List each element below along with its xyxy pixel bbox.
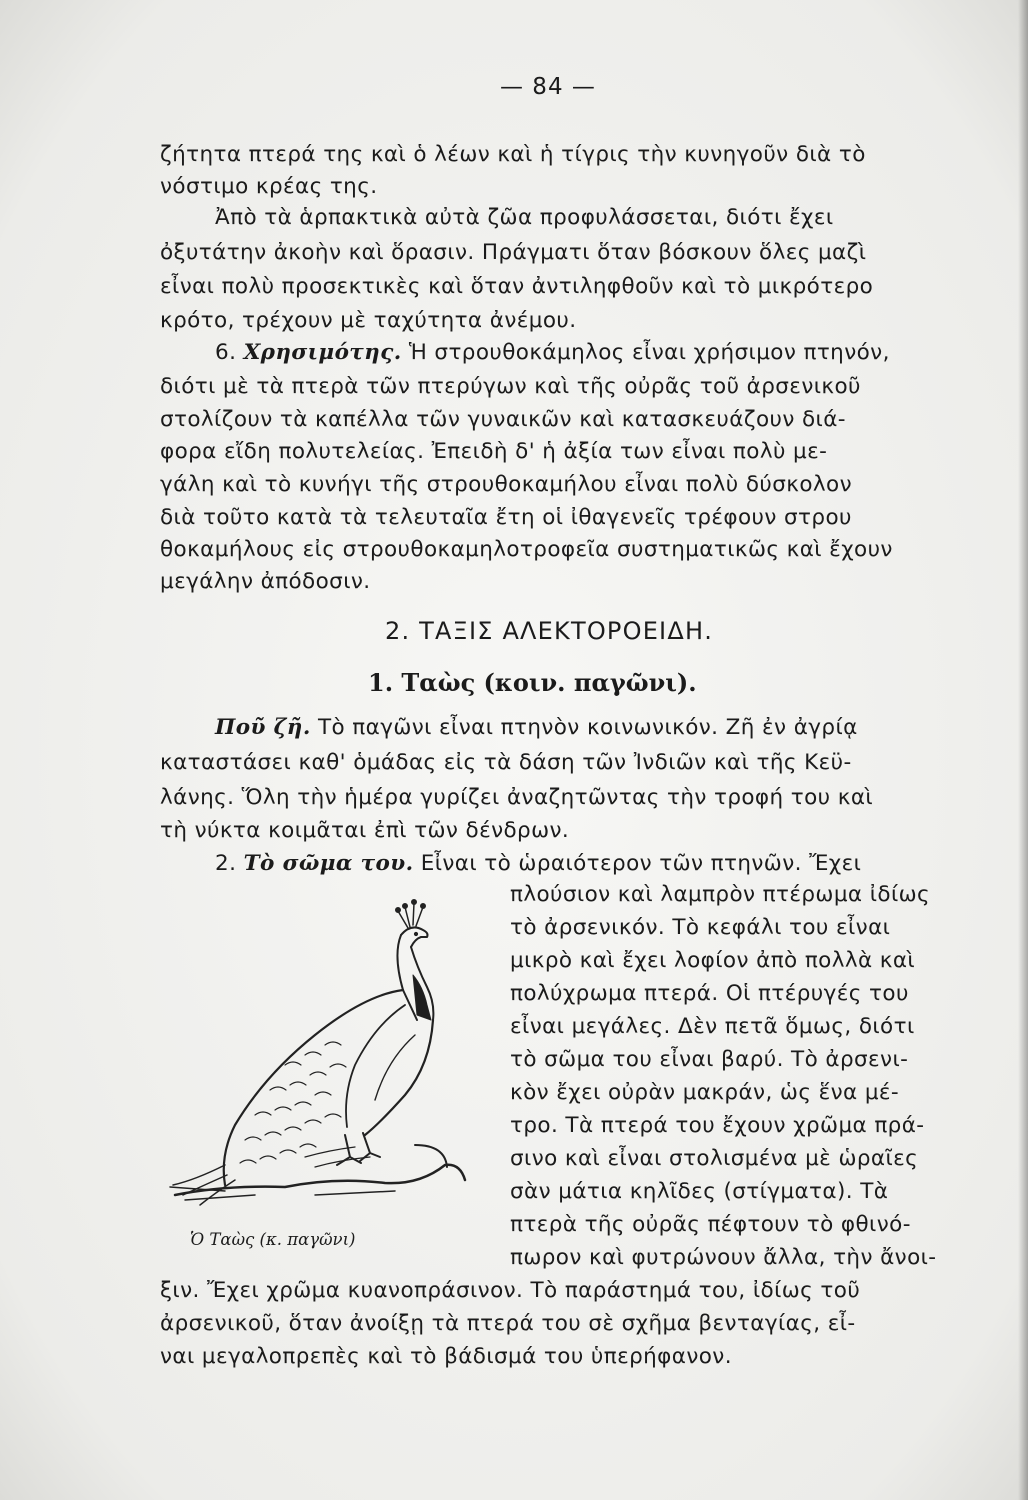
side-text-line: πολύχρωμα πτερά. Οἱ πτέρυγές του <box>510 981 909 1006</box>
side-text-line: τὸ ἀρσενικόν. Τὸ κεφάλι του εἶναι <box>510 915 891 940</box>
side-text-line: κὸν ἔχει οὐρὰν μακράν, ὡς ἕνα μέ- <box>510 1080 900 1105</box>
page-number: — 84 — <box>500 74 596 100</box>
figure-caption: Ὁ Ταὼς (κ. παγῶνι) <box>190 1230 356 1249</box>
text-line: ὀξυτάτην ἀκοὴν καὶ ὅρασιν. Πράγματι ὅταν βόσκουν ὅλες μαζὶ <box>160 240 867 265</box>
where-title: Ποῦ ζῆ. <box>215 715 311 740</box>
text-line: στολίζουν τὰ καπέλλα τῶν γυναικῶν καὶ κατασκευάζουν διά- <box>160 407 846 432</box>
side-text-line: πτερὰ τῆς οὐρᾶς πέφτουν τὸ φθινό- <box>510 1212 911 1237</box>
peacock-illustration <box>165 895 475 1225</box>
section-6-text: Ἡ στρουθοκάμηλος εἶναι χρήσιμον πτηνόν, <box>408 340 890 365</box>
section-6-number: 6. <box>215 340 237 365</box>
text-line: φορα εἴδη πολυτελείας. Ἐπειδὴ δ' ἡ ἀξία των εἶναι πολὺ με- <box>160 439 828 464</box>
body-line <box>215 849 861 879</box>
side-text-line: πλούσιον καὶ λαμπρὸν πτέρωμα ἰδίως <box>510 882 931 907</box>
section-6-title: Χρησιμότης. <box>243 340 402 365</box>
text-line: ξιν. Ἔχει χρῶμα κυανοπράσινον. Τὸ παράστημά του, ἰδίως τοῦ <box>160 1278 861 1303</box>
section-heading: 2. ΤΑΞΙΣ ΑΛΕΚΤΟΡΟΕΙΔΗ. <box>385 617 714 645</box>
side-text-line: σὰν μάτια κηλῖδες (στίγματα). Τὰ <box>510 1179 889 1204</box>
text-line: ζήτητα πτερά της καὶ ὁ λέων καὶ ἡ τίγρις τὴν κυνηγοῦν διὰ τὸ <box>160 142 866 167</box>
section-subheading: 1. Ταὼς (κοιν. παγῶνι). <box>368 668 697 697</box>
text-line: κρότο, τρέχουν μὲ ταχύτητα ἀνέμου. <box>160 308 577 333</box>
where-text: Τὸ παγῶνι εἶναι πτηνὸν κοινωνικόν. Ζῆ ἐν ἀγρίᾳ <box>317 715 858 740</box>
side-text-line: τὸ σῶμα του εἶναι βαρύ. Τὸ ἀρσενι- <box>510 1047 909 1072</box>
where-line <box>215 713 858 743</box>
text-line: γάλη καὶ τὸ κυνήγι τῆς στρουθοκαμήλου εἶναι πολὺ δύσκολον <box>160 472 853 497</box>
text-line: εἶναι πολὺ προσεκτικὲς καὶ ὅταν ἀντιληφθοῦν καὶ τὸ μικρότερο <box>160 274 874 299</box>
text-line: ἀρσενικοῦ, ὅταν ἀνοίξῃ τὰ πτερά του σὲ σχῆμα βενταγίας, εἶ- <box>160 1311 856 1336</box>
body-title: Τὸ σῶμα του. <box>243 851 414 876</box>
side-text-line: σινο καὶ εἶναι στολισμένα μὲ ὡραῖες <box>510 1146 919 1171</box>
text-line: μεγάλην ἀπόδοσιν. <box>160 569 371 594</box>
text-line: λάνης. Ὅλη τὴν ἡμέρα γυρίζει ἀναζητῶντας τὴν τροφή του καὶ <box>160 785 874 810</box>
text-line: καταστάσει καθ' ὁμάδας εἰς τὰ δάση τῶν Ἰνδιῶν καὶ τῆς Κεϋ- <box>160 750 852 775</box>
text-line: νόστιμο κρέας της. <box>160 174 378 199</box>
text-line: τὴ νύκτα κοιμᾶται ἐπὶ τῶν δένδρων. <box>160 818 570 843</box>
peacock-drawing <box>165 895 475 1225</box>
side-text-line: μικρὸ καὶ ἔχει λοφίον ἀπὸ πολλὰ καὶ <box>510 948 916 973</box>
section-6-line <box>215 338 890 368</box>
body-number: 2. <box>215 851 237 876</box>
page-edge-shadow <box>1018 0 1028 1500</box>
text-line: ναι μεγαλοπρεπὲς καὶ τὸ βάδισμά του ὑπερήφανον. <box>160 1344 732 1369</box>
side-text-line: πωρον καὶ φυτρώνουν ἄλλα, τὴν ἄνοι- <box>510 1245 937 1270</box>
text-line: Ἀπὸ τὰ ἁρπακτικὰ αὐτὰ ζῶα προφυλάσσεται, διότι ἔχει <box>215 205 834 230</box>
side-text-line: τρο. Τὰ πτερά του ἔχουν χρῶμα πρά- <box>510 1113 925 1138</box>
text-line: διότι μὲ τὰ πτερὰ τῶν πτερύγων καὶ τῆς οὐρᾶς τοῦ ἀρσενικοῦ <box>160 374 861 399</box>
text-line: διὰ τοῦτο κατὰ τὰ τελευταῖα ἔτη οἱ ἰθαγενεῖς τρέφουν στρου <box>160 505 852 530</box>
side-text-line: εἶναι μεγάλες. Δὲν πετᾶ ὅμως, διότι <box>510 1014 915 1039</box>
text-line: θοκαμήλους εἰς στρουθοκαμηλοτροφεῖα συστηματικῶς καὶ ἔχουν <box>160 537 893 562</box>
body-text: Εἶναι τὸ ὡραιότερον τῶν πτηνῶν. Ἔχει <box>420 851 862 876</box>
